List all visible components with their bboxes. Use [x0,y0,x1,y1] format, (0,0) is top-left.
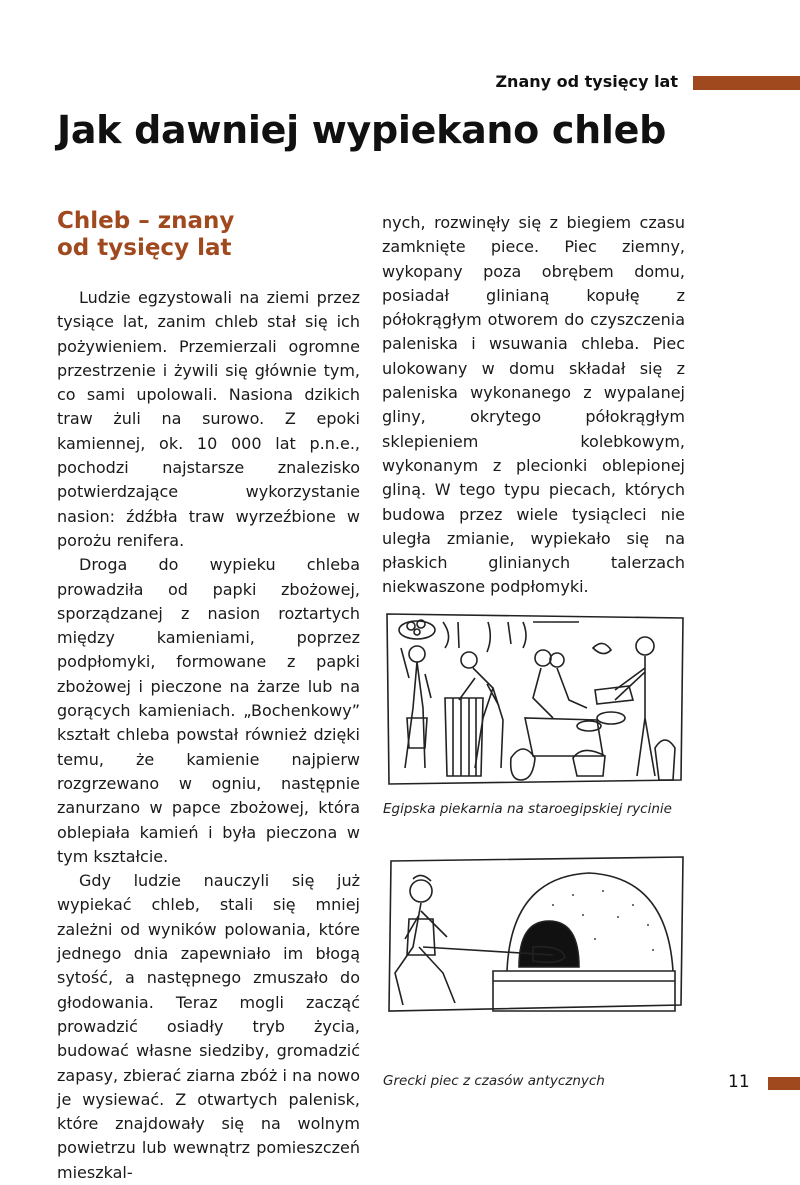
body-paragraph: Ludzie egzystowali na ziemi przez tysiące lat, zanim chleb stał się ich pożywieniem. Przemierzali ogromne przestrzenie i żywili się głównie tym, co sami upolowali. Nasiona dzikich traw żuli na surowo. Z epoki kamiennej, ok. 10 000 lat p.n.e., pochodzi najstarsze znalezisko potwierdzające wykorzystanie nasion: źdźbła traw wyrzeźbione w porożu renifera. [57,288,360,550]
figure-caption: Egipska piekarnia na staroegipskiej rycinie [383,801,672,817]
page-title: Jak dawniej wypiekano chleb [57,108,666,152]
body-paragraph: Droga do wypieku chleba prowadziła od papki zbożowej, sporządzanej z nasion roztartych między kamieniami, poprzez podpłomyki, formowane z papki zbożowej i pieczone na żarze lub na gorących kamieniach. „Bochenkowy” kształt chleba powstał również dzięki temu, że kamienie najpierw rozgrzewano w ogniu, następnie zanurzano w papce zbożowej, która oblepiała kamień i była pieczona w tym kształcie. [57,555,360,866]
section-heading-line1: Chleb – znany [57,208,235,234]
body-paragraph: nych, rozwinęły się z biegiem czasu zamknięte piece. Piec ziemny, wykopany poza obrębem domu, posiadał glinianą kopułę z półokrągłym otworem do czyszczenia paleniska i wsuwania chleba. Piec ulokowany w domu składał się z paleniska wykonanego z wypalanej gliny, okrytego półokrągłym sklepieniem kolebkowym, wykonanym z plecionki oblepionej gliną. W tego typu piecach, których budowa przez wiele tysiącleci nie uległa zmianie, wypiekało się na płaskich glinianych talerzach niekwaszone podpłomyki. [382,213,685,597]
body-column-left [57,286,360,1185]
body-column-right [382,211,685,600]
greek-oven-illustration [383,855,687,1030]
egyptian-bakery-illustration [383,608,687,788]
page-number: 11 [728,1072,750,1092]
section-heading-line2: od tysięcy lat [57,235,232,261]
footer-accent-bar [768,1077,800,1090]
figure-caption: Grecki piec z czasów antycznych [383,1073,605,1089]
body-paragraph: Gdy ludzie nauczyli się już wypiekać chleb, stali się mniej zależni od wyników polowania, które jednego dnia zapewniało im błogą sytość, a następnego zmuszało do głodowania. Teraz mogli zacząć prowadzić osiadły tryb życia, budować własne siedziby, gromadzić zapasy, zbierać ziarna zbóż i na nowo je wysiewać. Z otwartych palenisk, które znajdowały się na wolnym powietrzu lub wewnątrz pomieszczeń mieszkal- [57,871,360,1182]
header-accent-bar [693,76,800,90]
running-header: Znany od tysięcy lat [495,72,678,91]
section-heading [57,208,357,262]
